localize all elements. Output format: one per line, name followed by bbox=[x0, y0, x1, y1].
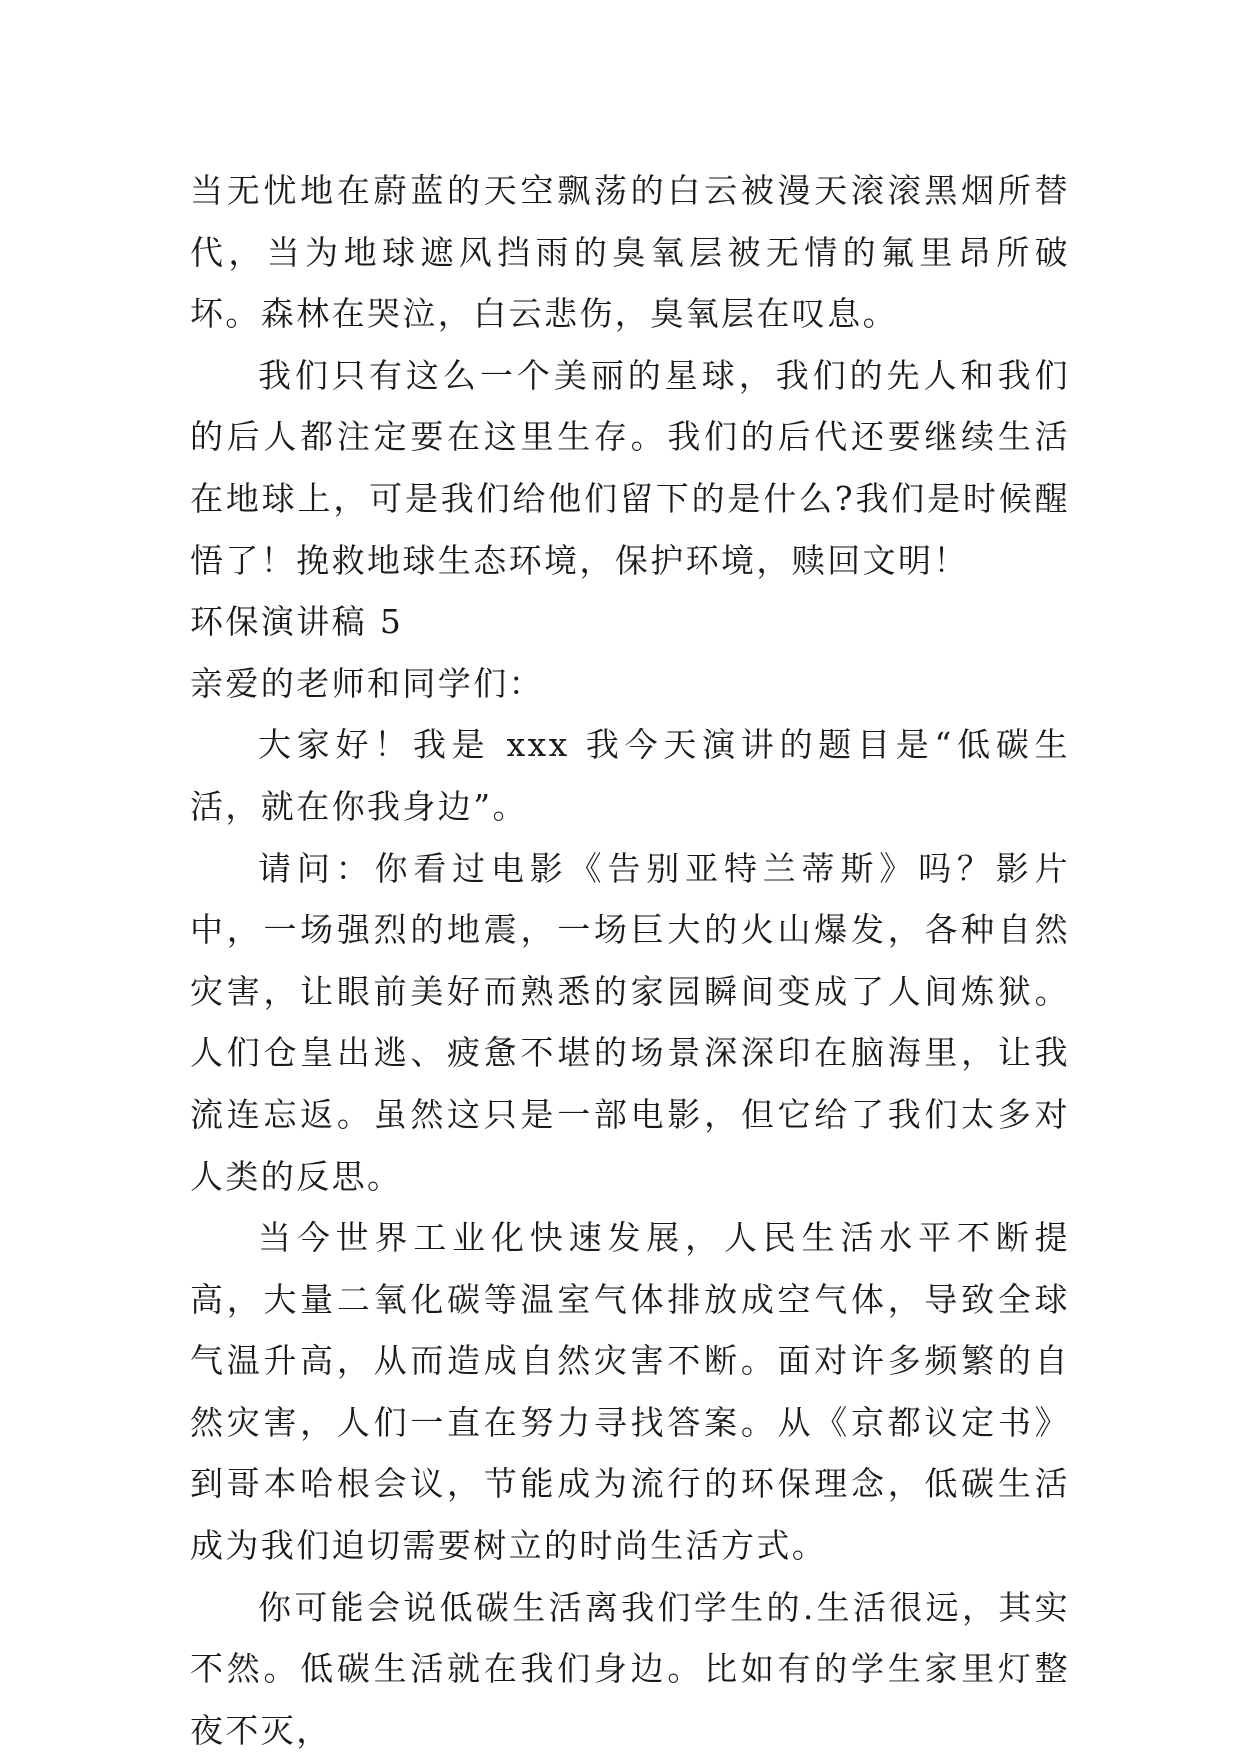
section-heading: 环保演讲稿 5 bbox=[190, 602, 404, 642]
paragraph-greeting: 大家好！我是 xxx 我今天演讲的题目是“低碳生活，就在你我身边”。 bbox=[190, 725, 1070, 826]
salutation: 亲爱的老师和同学们： bbox=[190, 663, 544, 703]
document-body bbox=[190, 160, 1070, 1761]
paragraph-industrialization: 当今世界工业化快速发展，人民生活水平不断提高，大量二氧化碳等温室气体排放成空气体，导致全球气温升高，从而造成自然灾害不断。面对许多频繁的自然灾害，人们一直在努力寻找答案。从《京都议定书》到哥本哈根会议，节能成为流行的环保理念，低碳生活成为我们迫切需要树立的时尚生活方式。 bbox=[190, 1218, 1070, 1566]
paragraph-1: 当无忧地在蔚蓝的天空飘荡的白云被漫天滚滚黑烟所替代，当为地球遮风挡雨的臭氧层被无情的氟里昂所破坏。森林在哭泣，白云悲伤，臭氧层在叹息。 bbox=[190, 171, 1070, 334]
paragraph-film: 请问：你看过电影《告别亚特兰蒂斯》吗？影片中，一场强烈的地震，一场巨大的火山爆发，各种自然灾害，让眼前美好而熟悉的家园瞬间变成了人间炼狱。人们仓皇出逃、疲惫不堪的场景深深印在脑海里，让我流连忘返。虽然这只是一部电影，但它给了我们太多对人类的反思。 bbox=[190, 848, 1070, 1196]
paragraph-low-carbon: 你可能会说低碳生活离我们学生的.生活很远，其实不然。低碳生活就在我们身边。比如有的学生家里灯整夜不灭， bbox=[190, 1587, 1070, 1750]
paragraph-2: 我们只有这么一个美丽的星球，我们的先人和我们的后人都注定要在这里生存。我们的后代还要继续生活在地球上，可是我们给他们留下的是什么?我们是时候醒悟了！挽救地球生态环境，保护环境，赎回文明！ bbox=[190, 355, 1070, 580]
